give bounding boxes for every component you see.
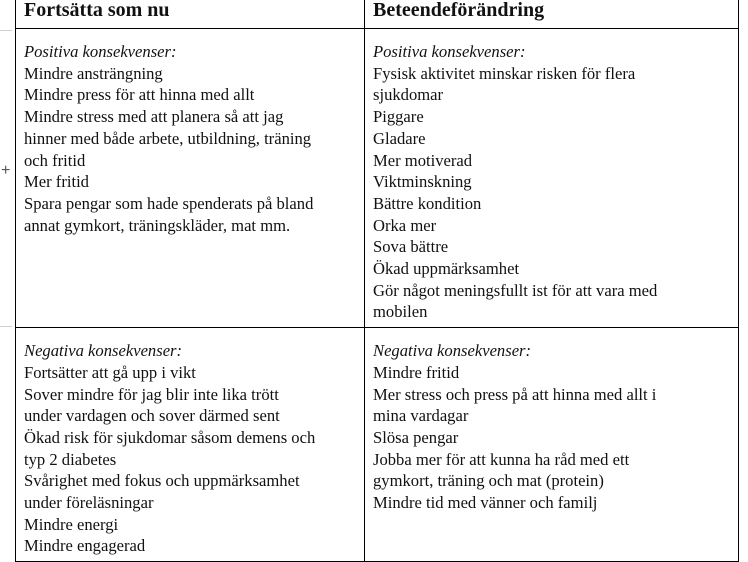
- cell-line: under föreläsningar: [24, 493, 154, 513]
- row-marker: [0, 30, 12, 31]
- cell-line: Ökad risk för sjukdomar såsom demens och: [24, 427, 316, 447]
- cell-line: sjukdomar: [373, 85, 444, 105]
- header-row: [16, 0, 739, 29]
- cell-line: Orka mer: [373, 215, 437, 235]
- cell-line: hinner med både arbete, utbildning, träning: [24, 128, 312, 148]
- cell-continue-negative: [16, 328, 365, 562]
- cell-continue-positive: [16, 29, 365, 328]
- cell-line: Jobba mer för att kunna ha råd med ett: [373, 449, 630, 469]
- cell-change-positive: [365, 29, 739, 328]
- cell-line: Viktminskning: [373, 172, 472, 192]
- cell-lines: [373, 362, 730, 514]
- cell-line: gymkort, träning och mat (protein): [373, 471, 604, 491]
- cell-line: under vardagen och sover därmed sent: [24, 406, 280, 426]
- cell-change-negative: [365, 328, 739, 562]
- cell-label: Positiva konsekvenser:: [24, 42, 177, 61]
- cell-line: Piggare: [373, 107, 424, 127]
- cell-line: Fortsätter att gå upp i vikt: [24, 362, 196, 382]
- cell-line: Mindre ansträngning: [24, 63, 163, 83]
- cell-line: Slösa pengar: [373, 427, 459, 447]
- cell-line: Svårighet med fokus och uppmärksamhet: [24, 471, 300, 491]
- cell-line: Mer fritid: [24, 172, 89, 192]
- cell-line: Mindre fritid: [373, 362, 460, 382]
- consequence-table: [15, 0, 739, 562]
- cell-line: och fritid: [24, 150, 86, 170]
- cell-line: typ 2 diabetes: [24, 449, 117, 469]
- cell-label: Positiva konsekvenser:: [373, 42, 526, 61]
- cell-lines: [24, 63, 356, 237]
- cell-lines: [373, 63, 730, 323]
- cell-line: Sova bättre: [373, 237, 449, 257]
- cell-line: Bättre kondition: [373, 193, 482, 213]
- cell-line: annat gymkort, träningskläder, mat mm.: [24, 215, 291, 235]
- cell-line: Mer stress och press på att hinna med allt i: [373, 384, 657, 404]
- cell-line: Mindre energi: [24, 514, 119, 534]
- cell-line: Gladare: [373, 128, 426, 148]
- cell-line: Sover mindre för jag blir inte lika trött: [24, 384, 279, 404]
- cell-line: mobilen: [373, 302, 428, 322]
- negative-row: [16, 328, 739, 562]
- row-marker: [0, 326, 12, 327]
- cell-label: Negativa konsekvenser:: [373, 341, 532, 361]
- cell-line: Gör något meningsfullt ist för att vara med: [373, 280, 658, 300]
- add-row-handle[interactable]: +: [1, 162, 11, 179]
- cell-lines: [24, 362, 356, 557]
- cell-line: Spara pengar som hade spenderats på bland: [24, 193, 314, 213]
- cell-line: Fysisk aktivitet minskar risken för flera: [373, 63, 636, 83]
- cell-line: Mindre engagerad: [24, 536, 146, 556]
- cell-line: mina vardagar: [373, 406, 469, 426]
- header-continue: Fortsätta som nu: [16, 0, 365, 29]
- cell-line: Mindre press för att hinna med allt: [24, 85, 255, 105]
- cell-label: Negativa konsekvenser:: [24, 341, 183, 361]
- cell-line: Mindre tid med vänner och familj: [373, 493, 598, 513]
- positive-row: [16, 29, 739, 328]
- header-change: Beteendeförändring: [365, 0, 739, 29]
- cell-line: Ökad uppmärksamhet: [373, 259, 520, 279]
- cell-line: Mer motiverad: [373, 150, 473, 170]
- cell-line: Mindre stress med att planera så att jag: [24, 107, 284, 127]
